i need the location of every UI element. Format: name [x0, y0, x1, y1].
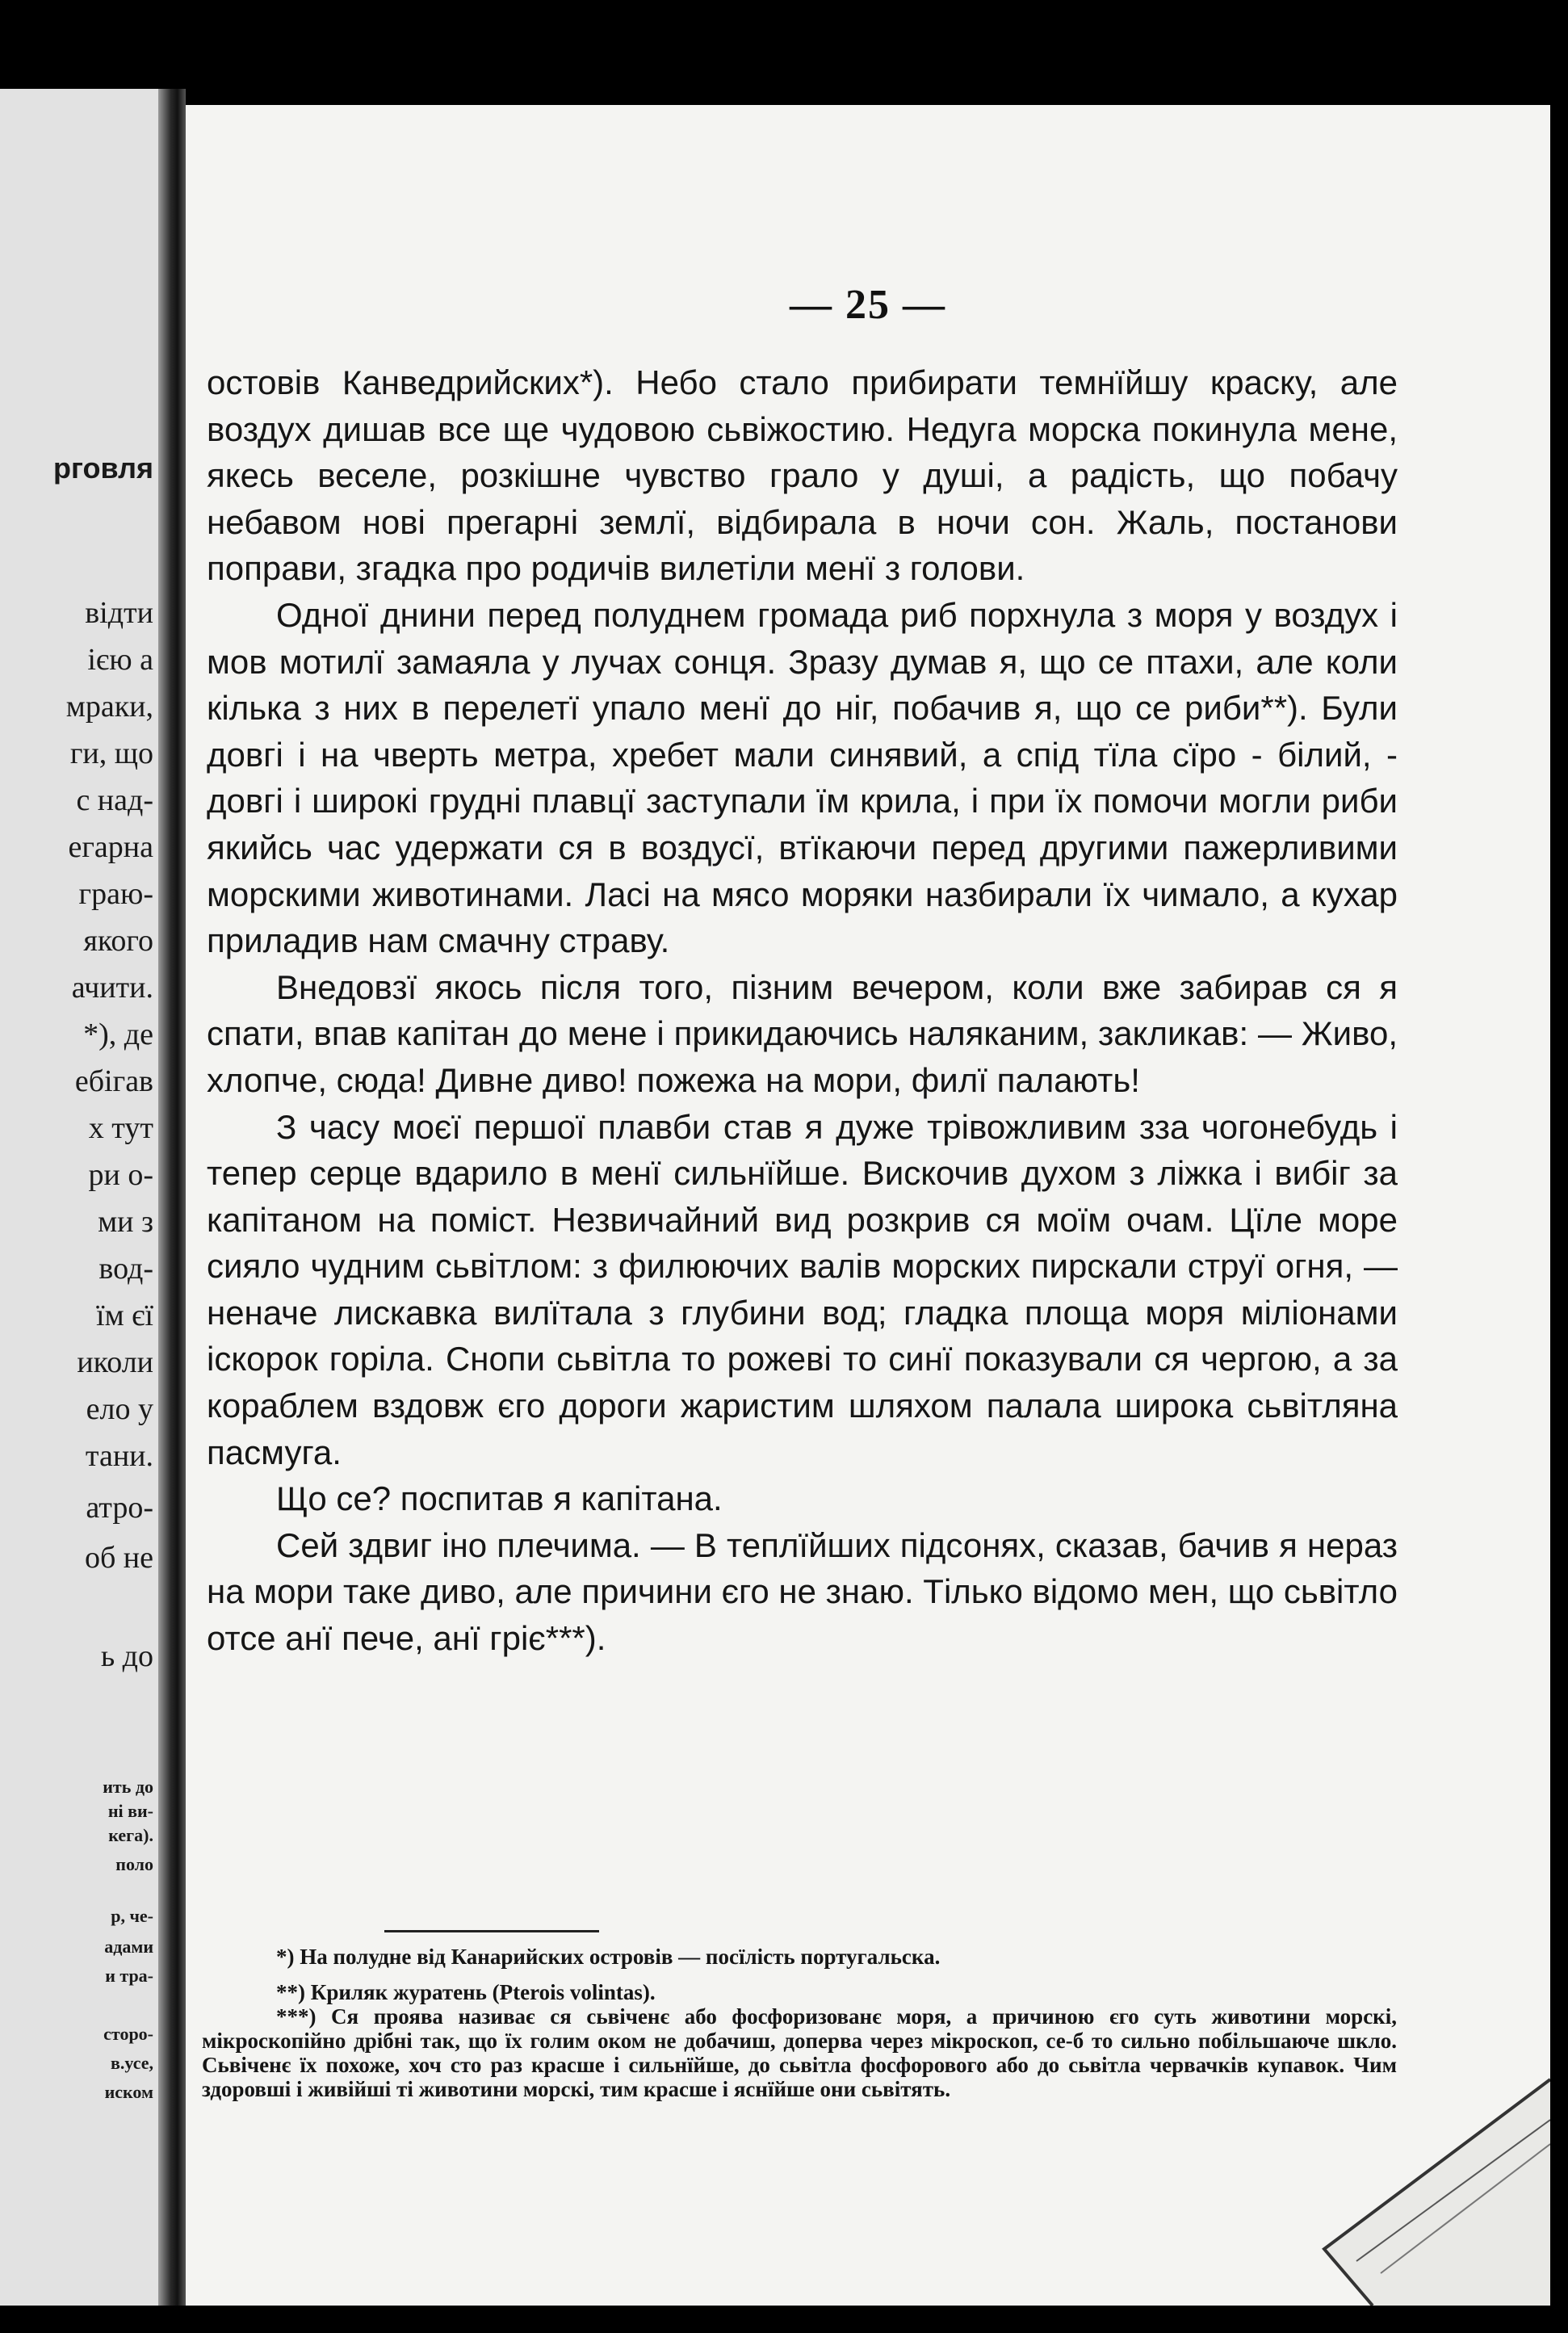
book-page	[186, 105, 1550, 2306]
body-text	[207, 359, 1398, 1662]
facing-page-line: *), де	[83, 1018, 153, 1051]
facing-page-line: атро-	[86, 1491, 153, 1525]
paragraph: Сей здвиг іно плечима. — В теплїйших підсонях, сказав, бачив я нераз на мори таке диво, але причини єго не знаю. Тілько відомо мен, що сьвітло отсе анї пече, анї гріє***).	[207, 1525, 1398, 1658]
footnote: **) Криляк журатень (Pterois volintas).	[276, 1980, 656, 2004]
paragraph: З часу моєї першої плавби став я дуже трівожливим зза чогонебудь і тепер серце вдарило в менї сильнїйше. Вискочив духом з ліжка і вибіг за капітаном на поміст. Незвичайний вид розкрив ся моїм очам. Цїле море сияло чудним сьвітлом: з филюючих валів морских пирскали струї огня, — неначе лискавка вилїтала з глубини вод; гладка площа моря міліонами іскорок горіла. Снопи сьвітла то рожеві то синї показували ся чергою, а за кораблем вздовж єго дороги жаристим шляхом палала широка сьвітляна пасмуга.	[207, 1107, 1398, 1471]
facing-page-line: ією а	[87, 643, 153, 677]
facing-page-line: відти	[85, 596, 153, 630]
facing-page-line: мраки,	[65, 690, 153, 724]
paragraph: Що се? поспитав я капітана.	[276, 1479, 723, 1518]
facing-page-line: ебігав	[74, 1064, 153, 1098]
facing-page-line: ь до	[100, 1639, 153, 1673]
page-corner-fold	[1292, 1983, 1550, 2306]
footnotes	[202, 1945, 1397, 2113]
facing-page-footnote-line: иском	[104, 2082, 153, 2102]
facing-page-footnote-line: кега).	[108, 1825, 153, 1845]
facing-page-line: граю-	[78, 877, 153, 911]
facing-page-line: егарна	[68, 830, 153, 864]
facing-page-line: ги, що	[69, 736, 153, 770]
facing-page-line: ри о-	[88, 1158, 153, 1192]
facing-page-line: тани.	[85, 1439, 153, 1473]
facing-page-footnote-line: сторо-	[103, 2024, 153, 2044]
paragraph: Одної днини перед полуднем громада риб порхнула з моря у воздух і мов мотилї замаяла у лучах сонця. Зразу думав я, що се птахи, але коли кілька з них в перелетї упало менї до ніг, побачив я, що се риби**). Були довгі і на чверть метра, хребет мали синявий, а спід тїла сїро - білий, - довгі і широкі грудні плавцї заступали їм крила, і при їх помочи могли риби якийсь час удержати ся в воздусї, втїкаючи перед другими пажерливими морскими животинами. Ласі на мясо моряки назбирали їх чимало, а кухар приладив нам смачну страву.	[207, 595, 1398, 960]
page-number: — 25 —	[790, 282, 946, 328]
facing-page-footnote-line: в.усе,	[110, 2053, 153, 2073]
footnote-rule	[384, 1930, 599, 1932]
facing-page-line: їм єї	[96, 1299, 153, 1332]
facing-page-footnote-line: и тра-	[105, 1966, 153, 1986]
facing-page	[0, 89, 158, 2306]
facing-page-line: ело у	[86, 1392, 153, 1426]
footnote: *) На полудне від Канарийских островів — посїлість португальска.	[276, 1945, 941, 1969]
facing-page-line: х тут	[88, 1111, 153, 1145]
facing-page-line: якого	[83, 924, 153, 958]
facing-page-footnote-line: р, че-	[111, 1906, 153, 1926]
facing-page-line: вод-	[99, 1252, 153, 1286]
book-gutter	[158, 89, 186, 2306]
facing-page-line: ми з	[98, 1205, 153, 1239]
paragraph: Внедовзї якось після того, пізним вечером, коли вже забирав ся я спати, впав капітан до мене і прикидаючись наляканим, закликав: — Живо, хлопче, сюда! Дивне диво! пожежа на мори, филї палають!	[207, 967, 1398, 1099]
footnote: ***) Ся проява називає ся сьвіченє або фосфоризованє моря, а причиною єго суть животини морскі, мікроскопійно дрібні так, що їх голим оком не добачиш, доперва через мікроскоп, се-б то сильно побільшаюче шкло. Сьвіченє їх похоже, хоч сто раз красше і сильнїйше, до сьвітла фосфорового або до сьвітла червачків купавок. Чим здоровші і живійші ті животини морскі, тим красше і яснїйше они сьвітять.	[202, 2004, 1397, 2101]
facing-page-footnote-line: адами	[104, 1936, 153, 1957]
paragraph: остовів Канведрийских*). Небо стало прибирати темнїйшу краску, але воздух дишав все ще чудовою сьвіжостию. Недуга морска покинула мене, якесь веселе, розкішне чувство грало у душі, а радість, що побачу небавом нові прегарні землї, відбирала в ночи сон. Жаль, постанови поправи, згадка про родичів вилетіли менї з голови.	[207, 363, 1398, 588]
facing-page-heading-fragment: рговля	[52, 451, 153, 485]
facing-page-footnote-line: ить до	[103, 1777, 153, 1797]
facing-page-footnote-line: поло	[115, 1854, 153, 1874]
facing-page-line: ачити.	[71, 971, 153, 1005]
facing-page-line: об не	[84, 1541, 153, 1575]
facing-page-footnote-line: ні ви-	[107, 1801, 153, 1821]
facing-page-line: иколи	[77, 1345, 153, 1379]
facing-page-line: с над-	[76, 783, 153, 817]
